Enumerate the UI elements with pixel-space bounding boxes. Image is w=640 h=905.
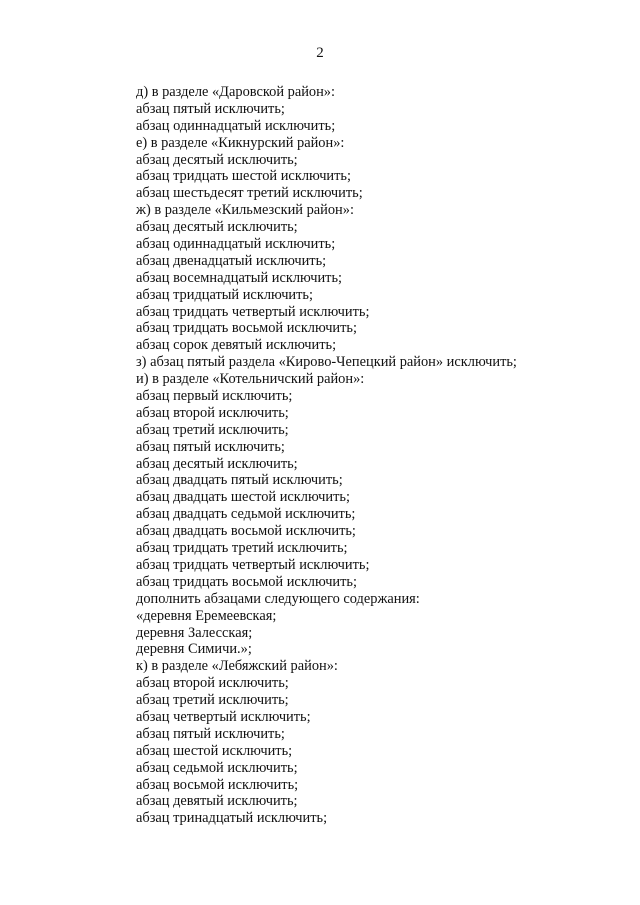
text-line: абзац одиннадцатый исключить; bbox=[136, 236, 336, 253]
text-line: абзац десятый исключить; bbox=[136, 455, 298, 472]
text-line: д) в разделе «Даровской район»: bbox=[136, 84, 336, 100]
document-body bbox=[136, 84, 616, 827]
text-line: абзац шестой исключить; bbox=[136, 742, 293, 759]
text-line: абзац третий исключить; bbox=[136, 421, 289, 438]
text-line: дополнить абзацами следующего содержания: bbox=[136, 590, 420, 607]
text-line: абзац тридцать восьмой исключить; bbox=[136, 573, 357, 590]
text-line: абзац восьмой исключить; bbox=[136, 776, 299, 793]
text-line: абзац второй исключить; bbox=[136, 404, 289, 421]
text-line: абзац тридцать шестой исключить; bbox=[136, 168, 351, 185]
text-line: абзац одиннадцатый исключить; bbox=[136, 117, 336, 134]
text-line: абзац восемнадцатый исключить; bbox=[136, 269, 343, 286]
text-line: деревня Симичи.»; bbox=[136, 641, 252, 658]
text-line: абзац первый исключить; bbox=[136, 388, 293, 405]
text-line: абзац пятый исключить; bbox=[136, 438, 285, 455]
text-line: абзац десятый исключить; bbox=[136, 219, 298, 236]
text-line: з) абзац пятый раздела «Кирово-Чепецкий район» исключить; bbox=[136, 354, 517, 371]
text-line: абзац тридцать третий исключить; bbox=[136, 540, 348, 557]
text-line: абзац двадцать восьмой исключить; bbox=[136, 523, 356, 540]
text-line: ж) в разделе «Кильмезский район»: bbox=[136, 202, 354, 219]
text-line: и) в разделе «Котельничский район»: bbox=[136, 371, 365, 388]
text-line: абзац третий исключить; bbox=[136, 692, 289, 709]
text-line: абзац сорок девятый исключить; bbox=[136, 337, 337, 354]
text-line: абзац шестьдесят третий исключить; bbox=[136, 185, 363, 202]
text-line: деревня Залесская; bbox=[136, 624, 253, 641]
text-line: «деревня Еремеевская; bbox=[136, 607, 277, 624]
text-line: абзац четвертый исключить; bbox=[136, 708, 311, 725]
text-line: абзац тридцать четвертый исключить; bbox=[136, 556, 370, 573]
text-line: абзац пятый исключить; bbox=[136, 100, 285, 117]
text-line: абзац пятый исключить; bbox=[136, 725, 285, 742]
text-line: абзац тринадцатый исключить; bbox=[136, 810, 328, 827]
page-number: 2 bbox=[316, 45, 324, 61]
text-line: абзац седьмой исключить; bbox=[136, 759, 298, 776]
text-line: абзац тридцатый исключить; bbox=[136, 286, 313, 303]
text-line: абзац двадцать седьмой исключить; bbox=[136, 506, 356, 523]
text-line: абзац тридцать четвертый исключить; bbox=[136, 303, 370, 320]
text-line: абзац двенадцатый исключить; bbox=[136, 252, 327, 269]
text-line: абзац двадцать пятый исключить; bbox=[136, 472, 343, 489]
text-line: е) в разделе «Кикнурский район»: bbox=[136, 134, 345, 151]
text-line: к) в разделе «Лебяжский район»: bbox=[136, 658, 338, 675]
text-line: абзац девятый исключить; bbox=[136, 793, 298, 810]
text-line: абзац десятый исключить; bbox=[136, 151, 298, 168]
text-line: абзац второй исключить; bbox=[136, 675, 289, 692]
text-line: абзац двадцать шестой исключить; bbox=[136, 489, 350, 506]
text-line: абзац тридцать восьмой исключить; bbox=[136, 320, 357, 337]
